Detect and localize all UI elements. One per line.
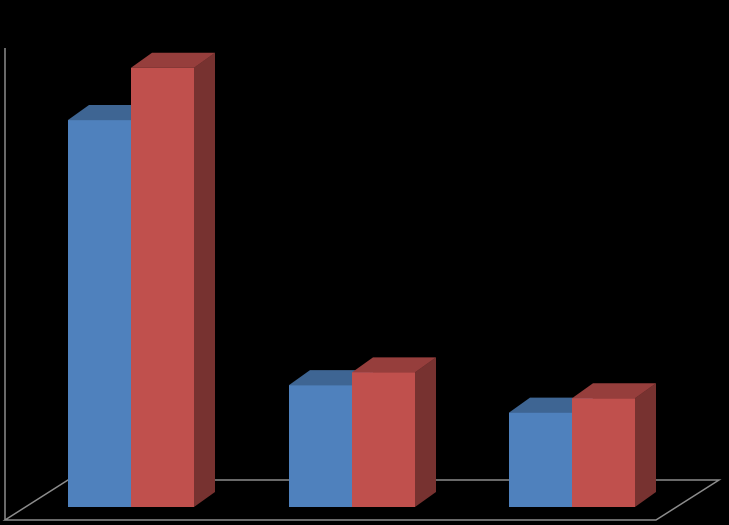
bar-side-face xyxy=(194,53,215,507)
bar-front-face xyxy=(289,385,352,507)
bar-side-face xyxy=(635,383,656,507)
bar-front-face xyxy=(68,120,131,507)
bar-series-2-category-2 xyxy=(352,357,436,507)
bar-front-face xyxy=(572,398,635,507)
bar-side-face xyxy=(415,357,436,507)
bar-series-2-category-3 xyxy=(572,383,656,507)
bar-front-face xyxy=(352,372,415,507)
bar-front-face xyxy=(509,413,572,507)
bar-series-2-category-1 xyxy=(131,53,215,507)
bar-front-face xyxy=(131,68,194,507)
